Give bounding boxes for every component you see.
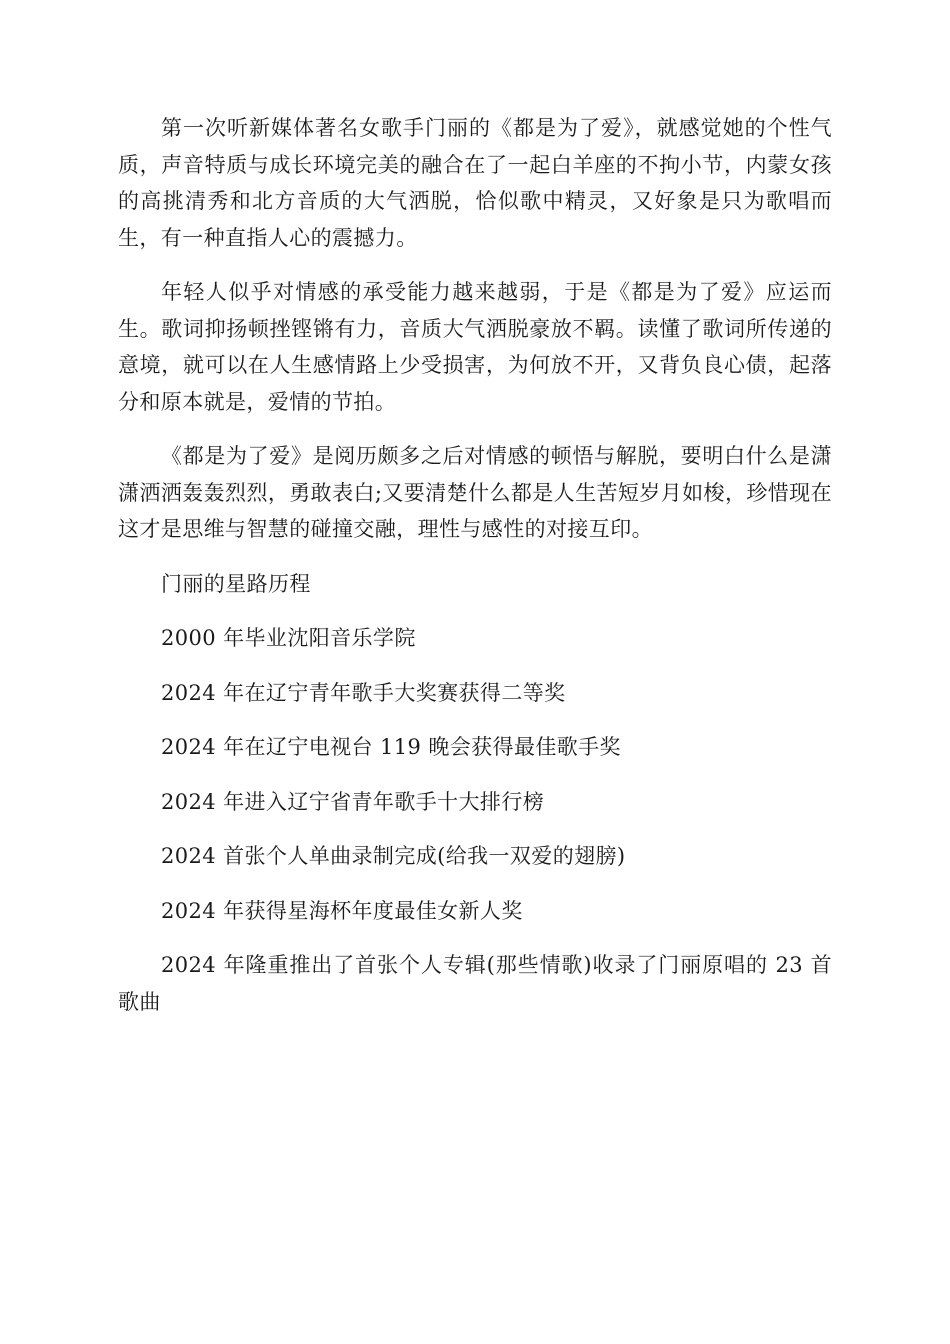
section-title: 门丽的星路历程 [161,571,311,596]
timeline-item: 2024 年在辽宁青年歌手大奖赛获得二等奖 [161,680,566,705]
timeline-item: 2024 年在辽宁电视台 119 晚会获得最佳歌手奖 [161,735,621,759]
paragraph-intro: 第一次听新媒体著名女歌手门丽的《都是为了爱》，就感觉她的个性气质，声音特质与成长环境完美的融合在了一起白羊座的不拘小节，内蒙女孩的高挑清秀和北方音质的大气洒脱，恰似歌中精灵，又好象是只为歌唱而生，有一种直指人心的震撼力。 [118,116,832,250]
timeline-item: 2000 年毕业沈阳音乐学院 [161,626,416,650]
timeline-item: 2024 年获得星海杯年度最佳女新人奖 [161,898,523,923]
timeline-item: 2024 年进入辽宁省青年歌手十大排行榜 [161,789,545,814]
paragraph-meaning: 《都是为了爱》是阅历颇多之后对情感的顿悟与解脱，要明白什么是潇潇洒洒轰轰烈烈，勇敢表白;又要清楚什么都是人生苦短岁月如梭，珍惜现在这才是思维与智慧的碰撞交融，理性与感性的对接互印。 [118,444,832,541]
timeline-item: 2024 首张个人单曲录制完成(给我一双爱的翅膀) [161,844,626,868]
timeline-item: 2024 年隆重推出了首张个人专辑(那些情歌)收录了门丽原唱的 23 首歌曲 [118,953,832,1014]
paragraph-lyrics: 年轻人似乎对情感的承受能力越来越弱，于是《都是为了爱》应运而生。歌词抑扬顿挫铿锵有力，音质大气洒脱豪放不羁。读懂了歌词所传递的意境，就可以在人生感情路上少受损害，为何放不开，又背负良心债，起落分和原本就是，爱情的节拍。 [118,280,832,414]
